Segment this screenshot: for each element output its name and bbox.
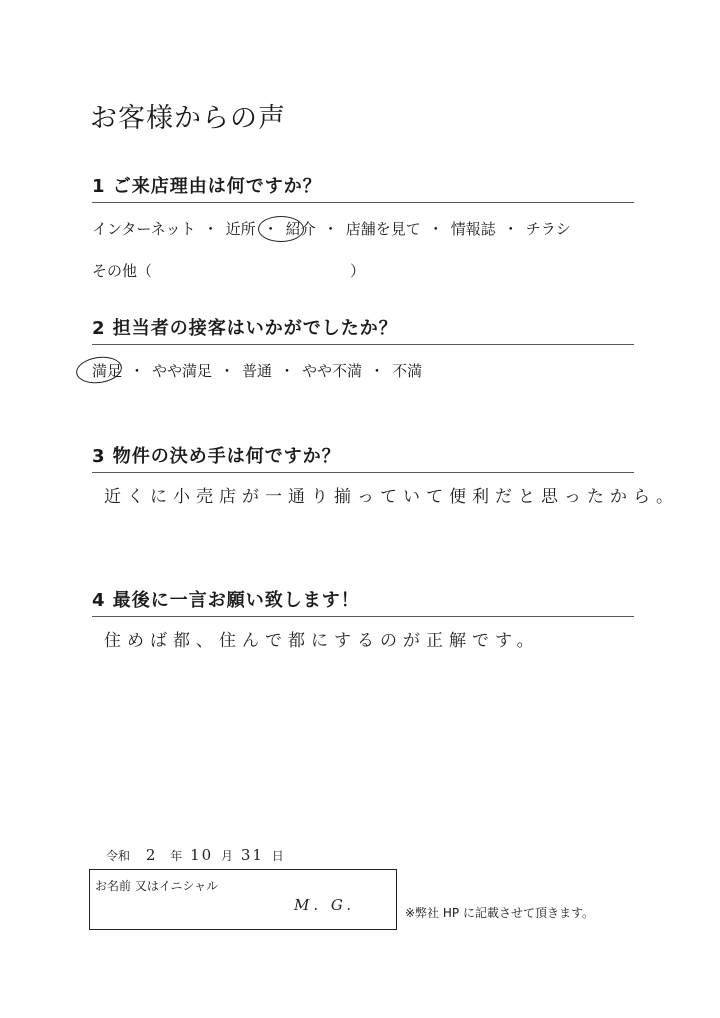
option-internet[interactable]: インターネット [92, 220, 196, 238]
option-neighborhood[interactable]: 近所 [225, 220, 256, 238]
other-close: ） [350, 262, 366, 280]
separator: ・ [203, 220, 219, 238]
date-line [106, 846, 284, 864]
question-4-rule [92, 616, 634, 617]
option-dissatisfied[interactable]: 不満 [392, 362, 423, 380]
question-1-heading: 1 ご来店理由は何ですか？ [92, 176, 322, 197]
option-satisfied[interactable]: 満足 [92, 362, 123, 380]
publication-note: ※弊社 HP に記載させて頂きます。 [405, 906, 594, 920]
separator: ・ [369, 362, 385, 380]
name-box-value: M. G. [294, 896, 356, 914]
option-somewhat-dissatisfied[interactable]: やや不満 [302, 362, 363, 380]
date-era: 令和 [106, 849, 131, 863]
question-4-heading: 4 最後に一言お願い致します！ [92, 590, 360, 611]
name-box[interactable] [89, 869, 397, 930]
question-2-heading: 2 担当者の接客はいかがでしたか？ [92, 318, 398, 339]
question-3-heading: 3 物件の決め手は何ですか？ [92, 446, 341, 467]
question-2-rule [92, 344, 634, 345]
question-2-options [92, 360, 422, 381]
page-title: お客様からの声 [90, 103, 286, 134]
other-field[interactable] [92, 260, 152, 281]
question-4-answer: 住めば都、住んで都にするのが正解です。 [104, 631, 540, 651]
separator: ・ [323, 220, 339, 238]
date-year: 2 [145, 846, 157, 864]
separator: ・ [263, 220, 279, 238]
question-1-rule [92, 202, 634, 203]
date-day-unit: 日 [271, 849, 284, 863]
separator: ・ [503, 220, 519, 238]
date-year-unit: 年 [170, 849, 183, 863]
date-month-unit: 月 [220, 849, 233, 863]
separator: ・ [129, 362, 145, 380]
option-referral[interactable]: 紹介 [285, 220, 316, 238]
option-saw-store[interactable]: 店舗を見て [345, 220, 421, 238]
option-flyer[interactable]: チラシ [525, 220, 571, 238]
date-day: 31 [240, 846, 264, 864]
separator: ・ [279, 362, 295, 380]
separator: ・ [428, 220, 444, 238]
selected-referral-circle [258, 216, 304, 242]
option-magazine[interactable]: 情報誌 [450, 220, 496, 238]
question-1-options [92, 218, 571, 239]
date-month: 10 [190, 846, 214, 864]
other-label: その他（ [92, 262, 153, 280]
separator: ・ [219, 362, 235, 380]
option-neutral[interactable]: 普通 [242, 362, 273, 380]
selected-satisfied-circle [74, 354, 123, 386]
question-3-rule [92, 472, 634, 473]
option-somewhat-satisfied[interactable]: やや満足 [152, 362, 213, 380]
name-box-label: お名前 又はイニシャル [95, 879, 219, 893]
question-3-answer: 近くに小売店が一通り揃っていて便利だと思ったから。 [104, 487, 679, 507]
